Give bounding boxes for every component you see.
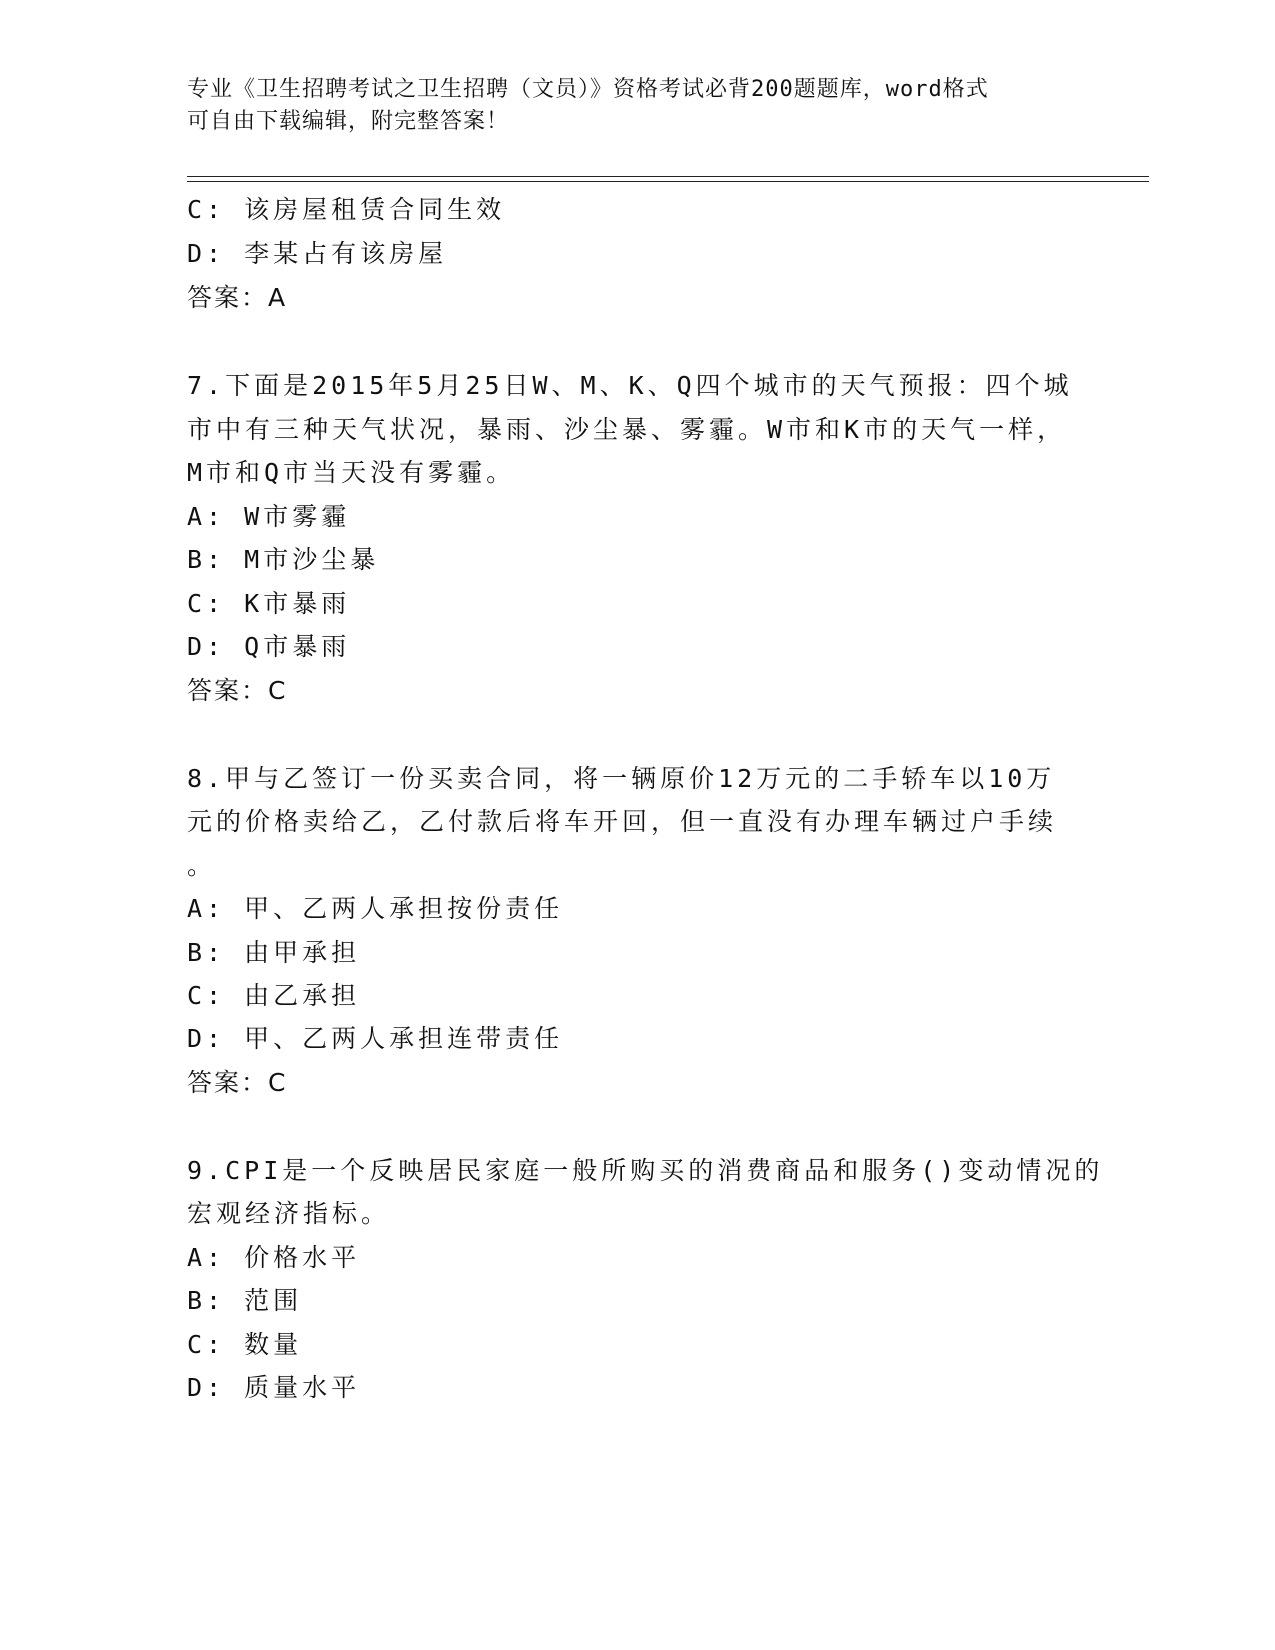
q9-option-a: A: 价格水平 xyxy=(187,1243,361,1272)
q8-stem-line-3: 。 xyxy=(187,851,217,880)
q7-option-b: B: M市沙尘暴 xyxy=(187,545,380,574)
q7-stem-line-3: M市和Q市当天没有雾霾。 xyxy=(187,458,516,487)
q9-option-d: D: 质量水平 xyxy=(187,1373,361,1402)
q8-stem-line-2: 元的价格卖给乙，乙付款后将车开回，但一直没有办理车辆过户手续 xyxy=(187,807,1058,836)
q7-stem-line-1: 7.下面是2015年5月25日W、M、K、Q四个城市的天气预报：四个城 xyxy=(187,371,1073,400)
q7-option-a: A: W市雾霾 xyxy=(187,502,351,531)
q9-option-c: C: 数量 xyxy=(187,1330,303,1359)
q7-option-d: D: Q市暴雨 xyxy=(187,632,351,661)
q7-stem-line-2: 市中有三种天气状况，暴雨、沙尘暴、雾霾。W市和K市的天气一样， xyxy=(187,415,1067,444)
header-divider-bottom xyxy=(187,181,1149,182)
q8-stem-line-1: 8.甲与乙签订一份买卖合同，将一辆原价12万元的二手轿车以10万 xyxy=(187,764,1056,793)
header-divider-top xyxy=(187,176,1149,177)
q8-option-d: D: 甲、乙两人承担连带责任 xyxy=(187,1024,564,1053)
q8-option-c: C: 由乙承担 xyxy=(187,981,361,1010)
q9-stem-line-1: 9.CPI是一个反映居民家庭一般所购买的消费商品和服务()变动情况的 xyxy=(187,1156,1104,1185)
q9-stem-line-2: 宏观经济指标。 xyxy=(187,1199,391,1228)
q6-answer: 答案：A xyxy=(187,283,288,312)
header-title-line-1: 专业《卫生招聘考试之卫生招聘（文员）》资格考试必背200题题库，word格式 xyxy=(187,77,989,102)
document-header xyxy=(187,74,1087,138)
header-title-line-2: 可自由下载编辑，附完整答案！ xyxy=(187,109,510,134)
q8-option-b: B: 由甲承担 xyxy=(187,938,361,967)
q7-option-c: C: K市暴雨 xyxy=(187,589,351,618)
q8-answer: 答案：C xyxy=(187,1068,288,1097)
q6-option-d: D: 李某占有该房屋 xyxy=(187,239,448,268)
q7-answer: 答案：C xyxy=(187,676,288,705)
q8-option-a: A: 甲、乙两人承担按份责任 xyxy=(187,894,564,923)
q6-option-c: C: 该房屋租赁合同生效 xyxy=(187,195,506,224)
q9-option-b: B: 范围 xyxy=(187,1286,303,1315)
